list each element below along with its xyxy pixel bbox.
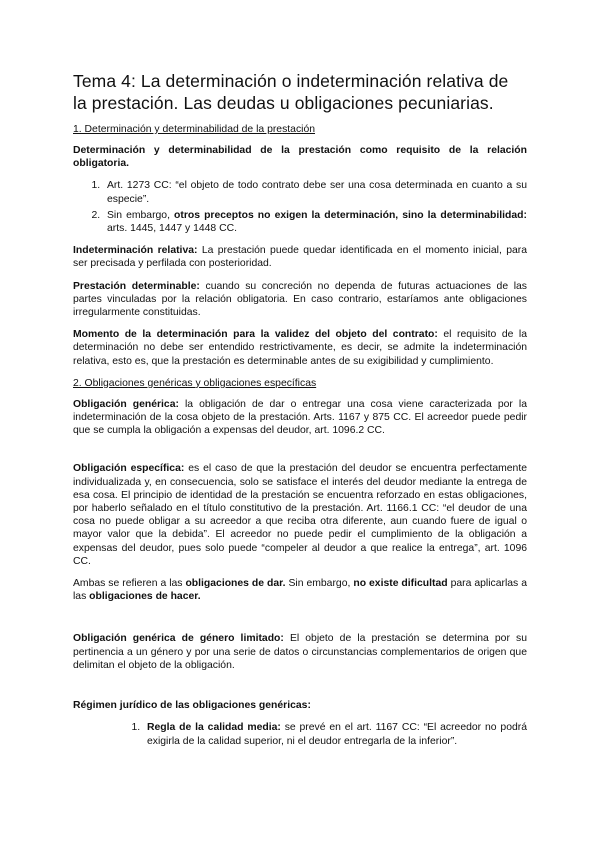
paragraph-ambas: Ambas se refieren a las obligaciones de dar. Sin embargo, no existe dificultad para aplicarlas a las obligaciones de hacer. <box>73 578 527 603</box>
document-page <box>73 70 527 757</box>
list-item: 2. Sin embargo, otros preceptos no exigen la determinación, sino la determinabilidad: arts. 1445, 1447 y 1448 CC. <box>103 209 527 235</box>
list-item: 1. Art. 1273 CC: “el objeto de todo contrato debe ser una cosa determinada en cuanto a su especie”. <box>103 179 527 205</box>
paragraph-genero-limitado: Obligación genérica de género limitado: El objeto de la prestación se determina por su pertinencia a un género y por una serie de datos o circunstancias complementarios de origen que delimitan el objeto de la obligación. <box>73 633 527 671</box>
list-item: 1. Regla de la calidad media: se prevé en el art. 1167 CC: “El acreedor no podrá exigirla de la calidad superior, ni el deudor entregarla de la inferior”. <box>143 721 527 747</box>
determination-list <box>73 179 527 235</box>
paragraph-momento: Momento de la determinación para la validez del objeto del contrato: el requisito de la determinación no debe ser entendido restrictivamente, es decir, se admite la indeterminación relativa, esto es, que la prestación es determinable antes de su exigibilidad y cumplimiento. <box>73 329 527 367</box>
section-2-heading: 2. Obligaciones genéricas y obligaciones específicas <box>73 377 317 389</box>
section-1-subheading: Determinación y determinabilidad de la prestación como requisito de la relación obligatoria. <box>73 145 527 170</box>
document-title: Tema 4: La determinación o indeterminación relativa de la prestación. Las deudas u obligaciones pecuniarias. <box>73 71 509 113</box>
paragraph-especifica: Obligación específica: es el caso de que la prestación del deudor se encuentra perfectamente individualizada y, en consecuencia, solo se satisface el interés del deudor mediante la entrega de esa cosa. El principio de identidad de la prestación se encuentra reforzado en estas obligaciones, por haberlo señalado en el título constitutivo de la prestación. Art. 1166.1 CC: “el deudor de una cosa no puede obligar a su acreedor a que reciba otra diferente, aun cuando fuere de igual o mayor valor que la debida”. El acreedor no puede pedir el cumplimiento de la obligación a expensas del deudor, pues solo puede “compeler al deudor a que realice la entrega”, art. 1096 CC. <box>73 463 527 567</box>
paragraph-determinable: Prestación determinable: cuando su concreción no dependa de futuras actuaciones de las partes vinculadas por la relación obligatoria. En caso contrario, estaríamos ante obligaciones irregularmente constituidas. <box>73 280 527 319</box>
section-1-heading: 1. Determinación y determinabilidad de la prestación <box>73 124 316 135</box>
paragraph-generica: Obligación genérica: la obligación de dar o entregar una cosa viene caracterizada por la indeterminación de la cosa objeto de la prestación. Arts. 1167 y 875 CC. El acreedor puede pedir que se cumpla la obligación a expensas del deudor, art. 1096.2 CC. <box>73 398 527 437</box>
regimen-heading: Régimen jurídico de las obligaciones genéricas: <box>73 700 311 712</box>
paragraph-indeterminacion: Indeterminación relativa: La prestación puede quedar identificada en el momento inicial, para ser precisada y perfilada con posterioridad. <box>73 245 527 270</box>
regimen-list <box>73 721 527 747</box>
